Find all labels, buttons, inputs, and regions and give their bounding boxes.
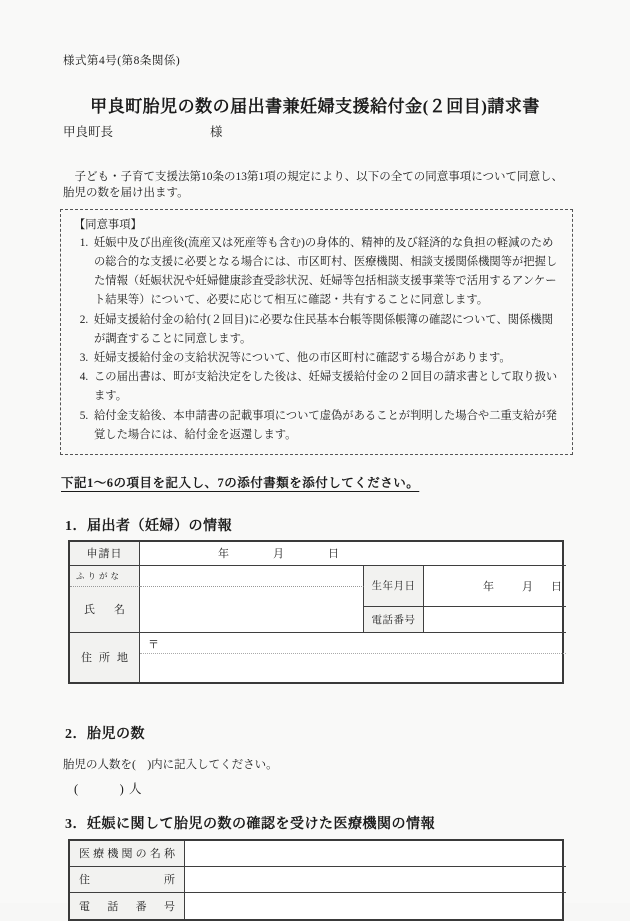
medical-name-label: 医療機関の名称 xyxy=(70,841,185,867)
section-1-heading: 1．届出者（妊婦）の情報 xyxy=(65,518,232,534)
consent-item: 5. 給付金支給後、本申請書の記載事項について虚偽があることが判明した場合や二重支給が発覚した場合には、給付金を返還します。 xyxy=(91,407,560,445)
fetus-count-note: 胎児の人数を( )内に記入してください。 xyxy=(63,758,278,771)
medical-phone-label: 電話番号 xyxy=(70,893,185,919)
consent-item: 1. 妊娠中及び出産後(流産又は死産等も含む)の身体的、精神的及び経済的な負担の軽減のための総合的な支援に必要となる場合には、市区町村、医療機関、相談支援関係機関等が把握した情報（妊娠状況や妊婦健康診査受診状況、妊婦等包括相談支援事業等で活用するアンケート結果等）について、必要に応じて相互に確認・共有することに同意します。 xyxy=(91,234,560,311)
section-3-heading: 3．妊娠に関して胎児の数の確認を受けた医療機関の情報 xyxy=(65,816,435,832)
form-code: 様式第4号(第8条関係) xyxy=(63,55,181,67)
application-date-field[interactable] xyxy=(140,542,566,566)
consent-item: 3. 妊婦支援給付金の支給状況等について、他の市区町村に確認する場合があります。 xyxy=(91,349,560,368)
medical-institution-table xyxy=(68,839,564,921)
medical-name-field[interactable] xyxy=(185,841,566,867)
address-label: 住所地 xyxy=(70,633,140,682)
fill-instruction: 下記1～6の項目を記入し、7の添付書類を添付してください。 xyxy=(61,475,420,490)
name-label: 氏名 xyxy=(70,587,140,633)
section-2-heading: 2．胎児の数 xyxy=(65,726,145,742)
medical-address-label: 住所 xyxy=(70,867,185,893)
consent-item: 4. この届出書は、町が支給決定をした後は、妊婦支援給付金の２回目の請求書として取り扱います。 xyxy=(91,368,560,406)
medical-phone-field[interactable] xyxy=(185,893,566,919)
postal-mark: 〒 xyxy=(148,638,159,651)
furigana-label: ふりがな xyxy=(70,566,140,587)
month-blank-label: 月 xyxy=(522,580,533,593)
intro-paragraph: 子ども・子育て支援法第10条の13第1項の規定により、以下の全ての同意事項について同意し、胎児の数を届け出ます。 xyxy=(63,171,564,200)
day-blank-label: 日 xyxy=(328,548,339,561)
month-blank-label: 月 xyxy=(273,548,284,561)
day-blank-label: 日 xyxy=(551,580,562,593)
year-blank-label: 年 xyxy=(483,580,494,593)
birthdate-field[interactable] xyxy=(424,566,566,607)
postal-code-line[interactable] xyxy=(140,633,566,654)
furigana-field[interactable] xyxy=(140,566,364,587)
address-field[interactable] xyxy=(140,633,566,682)
name-field[interactable] xyxy=(140,587,364,633)
applicant-info-table xyxy=(68,540,564,684)
phone-field[interactable] xyxy=(424,607,566,633)
page-title: 甲良町胎児の数の届出書兼妊婦支援給付金(２回目)請求書 xyxy=(90,97,540,116)
consent-item: 2. 妊婦支援給付金の給付(２回目)に必要な住民基本台帳等関係帳簿の確認について、関係機関が調査することに同意します。 xyxy=(91,311,560,349)
consent-heading: 【同意事項】 xyxy=(74,218,142,231)
year-blank-label: 年 xyxy=(218,548,229,561)
addressee-line xyxy=(63,122,567,140)
addressee-name: 甲良町長 xyxy=(63,125,114,139)
fetus-count-field[interactable]: ( ) 人 xyxy=(74,781,143,796)
birthdate-label: 生年月日 xyxy=(364,566,424,607)
phone-label: 電話番号 xyxy=(364,607,424,633)
consent-list xyxy=(74,234,560,445)
application-date-label: 申請日 xyxy=(70,542,140,566)
addressee-honorific: 様 xyxy=(210,125,223,139)
medical-address-field[interactable] xyxy=(185,867,566,893)
consent-box xyxy=(60,209,573,455)
